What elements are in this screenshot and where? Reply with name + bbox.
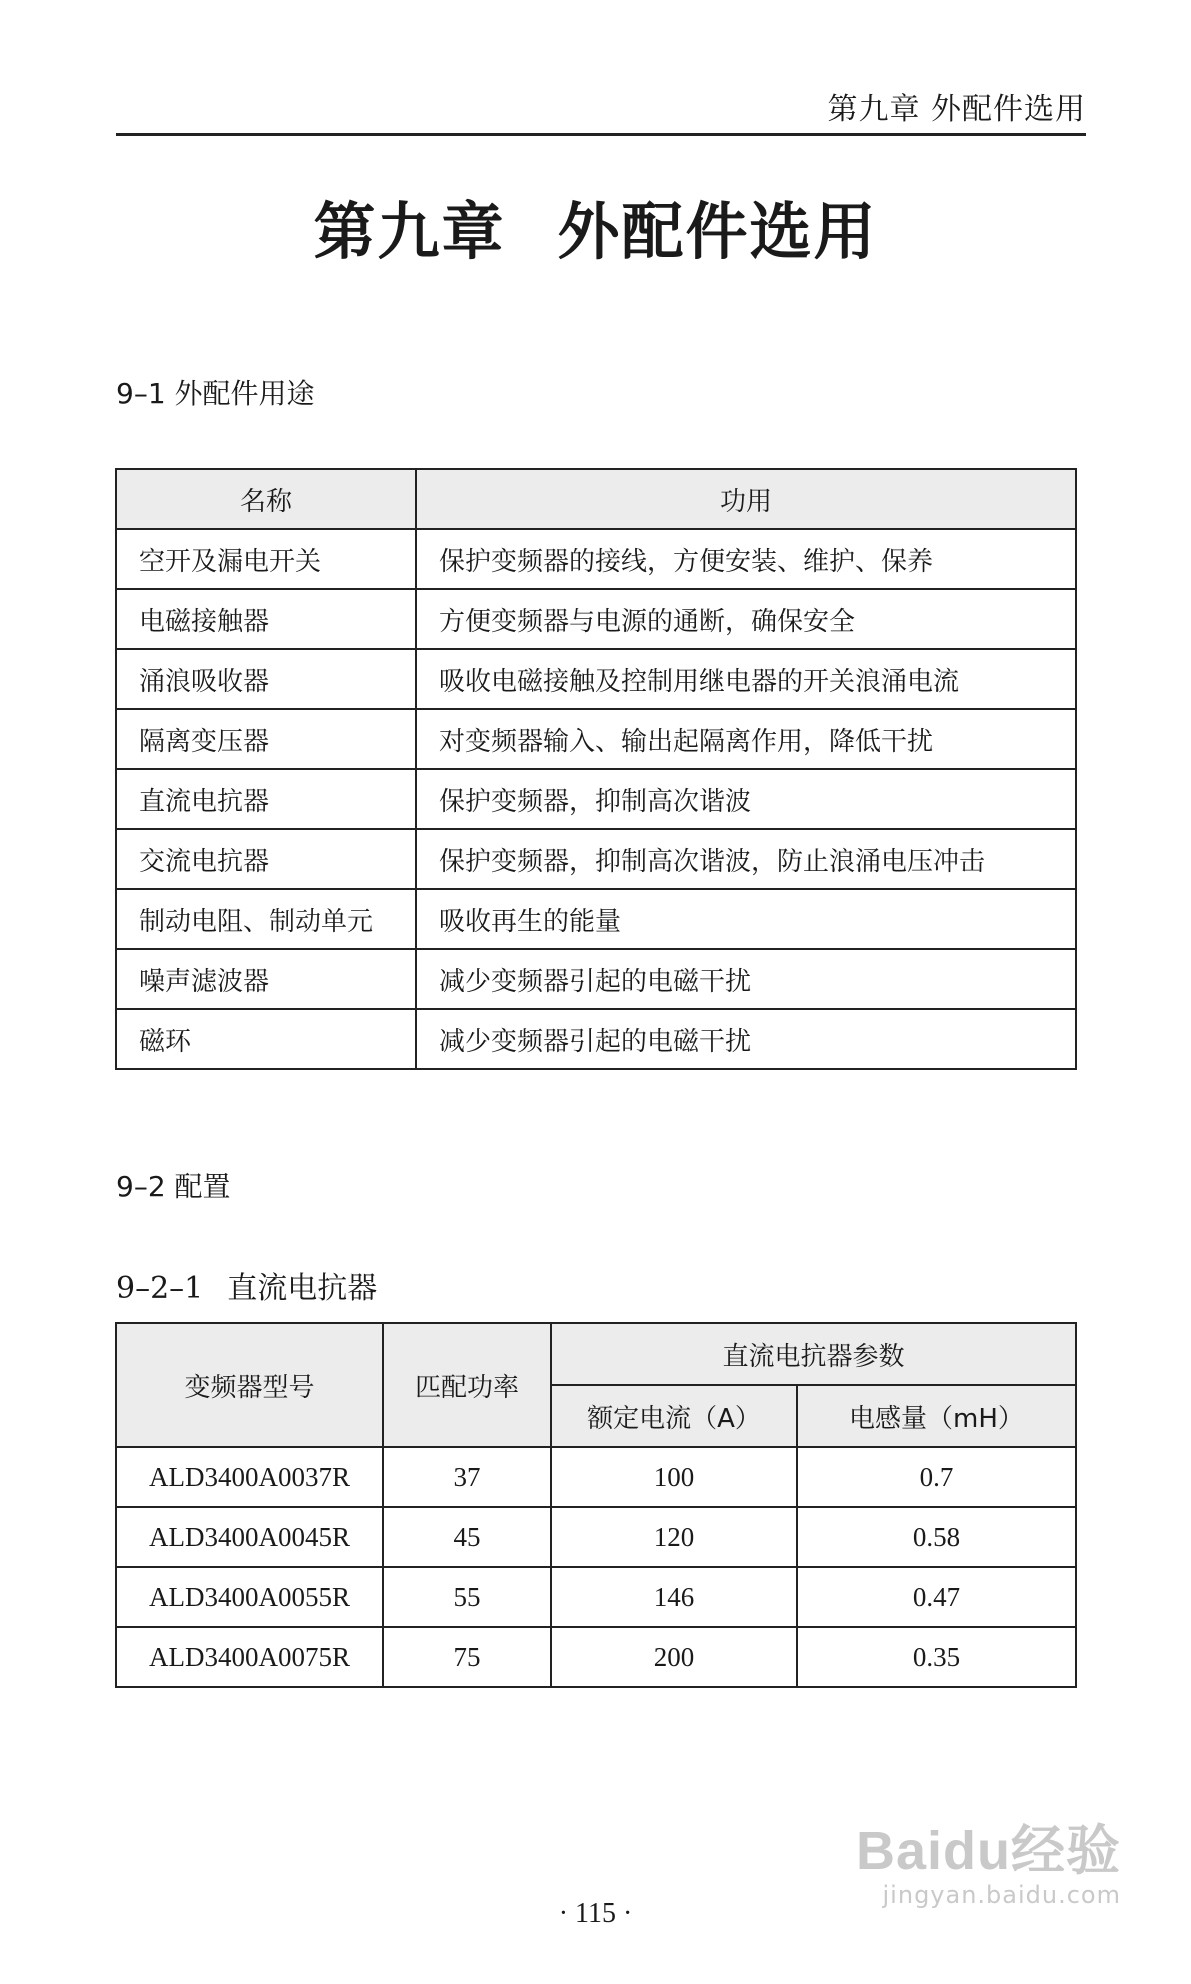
table-row — [116, 829, 1076, 889]
power-cell: 45 — [383, 1507, 551, 1567]
power-cell: 37 — [383, 1447, 551, 1507]
power-cell: 75 — [383, 1627, 551, 1687]
page-number: · 115 · — [558, 1898, 633, 1929]
subsection-title: 直流电抗器 — [227, 1271, 378, 1306]
column-header-function: 功用 — [416, 469, 1076, 529]
chapter-title — [0, 182, 1191, 271]
dc-reactor-table — [115, 1322, 1077, 1688]
accessory-name: 制动电阻、制动单元 — [116, 889, 416, 949]
section-heading-9-1: 9–1 外配件用途 — [116, 377, 315, 410]
accessory-name: 空开及漏电开关 — [116, 529, 416, 589]
current-cell: 100 — [551, 1447, 797, 1507]
table-row — [116, 529, 1076, 589]
model-cell: ALD3400A0055R — [116, 1567, 383, 1627]
inductance-cell: 0.58 — [797, 1507, 1076, 1567]
column-header-rated-current: 额定电流（A） — [551, 1385, 797, 1447]
column-header-name: 名称 — [116, 469, 416, 529]
accessory-function: 吸收电磁接触及控制用继电器的开关浪涌电流 — [416, 649, 1076, 709]
table-row — [116, 1447, 1076, 1507]
column-header-inductance: 电感量（mH） — [797, 1385, 1076, 1447]
accessory-function: 保护变频器，抑制高次谐波，防止浪涌电压冲击 — [416, 829, 1076, 889]
table-row — [116, 1627, 1076, 1687]
accessory-name: 噪声滤波器 — [116, 949, 416, 1009]
table-row — [116, 889, 1076, 949]
section-heading-9-2-1 — [116, 1263, 377, 1307]
watermark — [856, 1808, 1121, 1909]
subsection-number: 9–2–1 — [116, 1271, 204, 1306]
current-cell: 200 — [551, 1627, 797, 1687]
accessory-function: 吸收再生的能量 — [416, 889, 1076, 949]
chapter-name: 外配件选用 — [557, 195, 878, 268]
table-row — [116, 1009, 1076, 1069]
chapter-number: 第九章 — [313, 195, 506, 268]
accessory-name: 交流电抗器 — [116, 829, 416, 889]
inductance-cell: 0.35 — [797, 1627, 1076, 1687]
current-cell: 120 — [551, 1507, 797, 1567]
table-row — [116, 649, 1076, 709]
accessory-function: 对变频器输入、输出起隔离作用，降低干扰 — [416, 709, 1076, 769]
accessory-name: 直流电抗器 — [116, 769, 416, 829]
header-divider — [116, 133, 1086, 136]
column-header-power: 匹配功率 — [383, 1323, 551, 1447]
column-header-model: 变频器型号 — [116, 1323, 383, 1447]
power-cell: 55 — [383, 1567, 551, 1627]
model-cell: ALD3400A0037R — [116, 1447, 383, 1507]
accessory-function: 方便变频器与电源的通断，确保安全 — [416, 589, 1076, 649]
watermark-brand: Baidu经验 — [855, 1821, 1121, 1881]
table-row — [116, 589, 1076, 649]
table-row — [116, 1567, 1076, 1627]
running-header: 第九章 外配件选用 — [827, 92, 1086, 127]
accessory-usage-table — [115, 468, 1077, 1070]
accessory-name: 磁环 — [116, 1009, 416, 1069]
accessory-function: 减少变频器引起的电磁干扰 — [416, 1009, 1076, 1069]
accessory-name: 电磁接触器 — [116, 589, 416, 649]
inductance-cell: 0.47 — [797, 1567, 1076, 1627]
table-header-row — [116, 1323, 1076, 1385]
inductance-cell: 0.7 — [797, 1447, 1076, 1507]
model-cell: ALD3400A0075R — [116, 1627, 383, 1687]
accessory-name: 隔离变压器 — [116, 709, 416, 769]
table-row — [116, 709, 1076, 769]
accessory-name: 涌浪吸收器 — [116, 649, 416, 709]
accessory-function: 保护变频器，抑制高次谐波 — [416, 769, 1076, 829]
watermark-url: jingyan.baidu.com — [882, 1881, 1121, 1909]
table-row — [116, 949, 1076, 1009]
accessory-function: 保护变频器的接线，方便安装、维护、保养 — [416, 529, 1076, 589]
table-row — [116, 769, 1076, 829]
column-header-reactor-params: 直流电抗器参数 — [551, 1323, 1076, 1385]
accessory-function: 减少变频器引起的电磁干扰 — [416, 949, 1076, 1009]
current-cell: 146 — [551, 1567, 797, 1627]
table-row — [116, 1507, 1076, 1567]
table-header-row — [116, 469, 1076, 529]
section-heading-9-2: 9–2 配置 — [116, 1170, 231, 1203]
model-cell: ALD3400A0045R — [116, 1507, 383, 1567]
